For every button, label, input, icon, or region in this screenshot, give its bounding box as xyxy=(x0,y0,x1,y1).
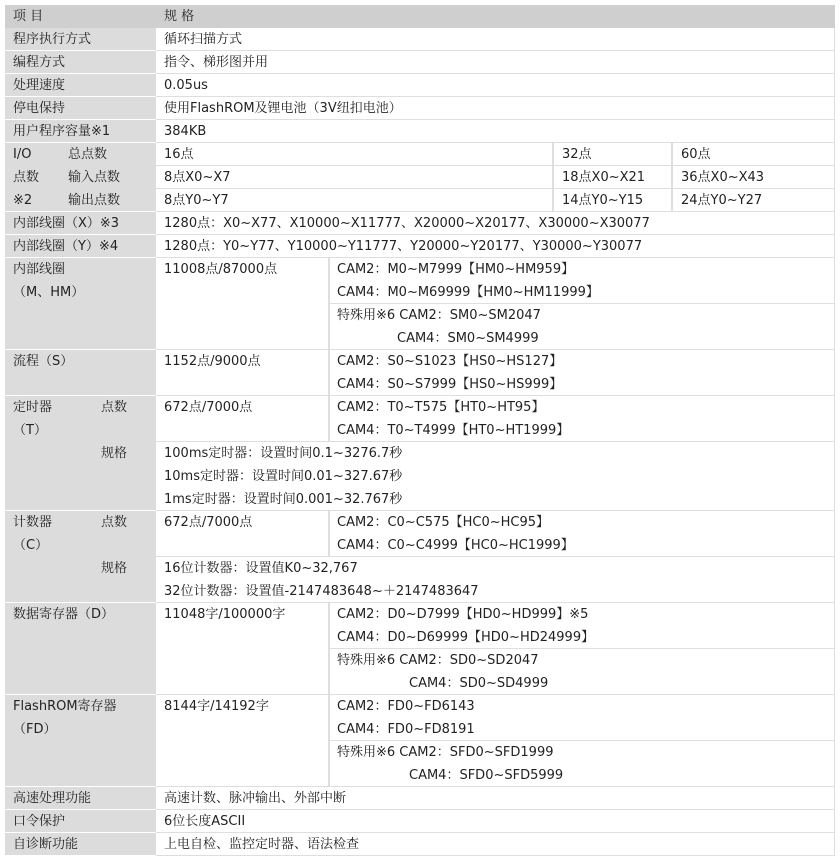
timer-spec-label: 规格 xyxy=(101,446,128,461)
coil-y-label: 内部线圈（Y）※4 xyxy=(5,235,156,258)
flashrom-label-sub: （FD） xyxy=(13,722,57,737)
flashrom-cam4: CAM4：FD0~FD8191 xyxy=(337,722,475,737)
coil-m-cam4: CAM4：M0~M69999【HM0~HM11999】 xyxy=(337,285,599,300)
speed-label: 处理速度 xyxy=(5,74,156,97)
user-capacity-label: 用户程序容量※1 xyxy=(5,120,156,143)
io-input-label: 输入点数 xyxy=(68,170,121,185)
diagnosis-label: 自诊断功能 xyxy=(5,833,156,856)
program-execution-label: 程序执行方式 xyxy=(5,28,156,51)
data-register-label: 数据寄存器（D） xyxy=(5,603,156,695)
flow-count: 1152点/9000点 xyxy=(156,350,329,396)
timer-cam2: CAM2：T0~T575【HT0~HT95】 xyxy=(337,400,545,415)
counter-cam2: CAM2：C0~C575【HC0~HC95】 xyxy=(337,515,549,530)
io-output-label: 输出点数 xyxy=(68,193,121,208)
io-output-16: 8点Y0~Y7 xyxy=(156,189,553,212)
data-register-count: 11048字/100000字 xyxy=(156,603,329,695)
counter-spec-16bit: 16位计数器：设置值K0~32,767 xyxy=(164,561,358,576)
programming-value: 指令、梯形图并用 xyxy=(156,51,835,74)
coil-m-special-cam4: CAM4：SM0~SM4999 xyxy=(397,331,539,346)
flow-cam4: CAM4：S0~S7999【HS0~HS999】 xyxy=(337,377,563,392)
timer-points-label: 点数 xyxy=(101,400,128,415)
password-label: 口令保护 xyxy=(5,810,156,833)
coil-m-label: 内部线圈 xyxy=(13,262,66,277)
io-output-60: 24点Y0~Y27 xyxy=(672,189,835,212)
password-value: 6位长度ASCII xyxy=(156,810,835,833)
data-register-special-cam2: 特殊用※6 CAM2：SD0~SD2047 xyxy=(337,653,539,668)
highspeed-label: 高速处理功能 xyxy=(5,787,156,810)
power-retention-value: 使用FlashROM及锂电池（3V纽扣电池） xyxy=(156,97,835,120)
counter-spec-32bit: 32位计数器：设置值-2147483648~＋2147483647 xyxy=(164,584,479,599)
io-input-32: 18点X0~X21 xyxy=(553,166,672,189)
io-input-16: 8点X0~X7 xyxy=(156,166,553,189)
io-output-32: 14点Y0~Y15 xyxy=(553,189,672,212)
coil-m-cam2: CAM2：M0~M7999【HM0~HM959】 xyxy=(337,262,575,277)
io-total-label: 总点数 xyxy=(68,147,108,162)
counter-label: 计数器 xyxy=(13,515,53,530)
speed-value: 0.05us xyxy=(156,74,835,97)
program-execution-value: 循环扫描方式 xyxy=(156,28,835,51)
timer-spec-100ms: 100ms定时器：设置时间0.1~3276.7秒 xyxy=(164,446,403,461)
io-label: I/O xyxy=(13,147,32,162)
data-register-cam4: CAM4：D0~D69999【HD0~HD24999】 xyxy=(337,630,595,645)
io-note-label: ※2 xyxy=(13,193,33,208)
io-input-60: 36点X0~X43 xyxy=(672,166,835,189)
io-total-32: 32点 xyxy=(553,143,672,166)
highspeed-value: 高速计数、脉冲输出、外部中断 xyxy=(156,787,835,810)
flashrom-label: FlashROM寄存器 xyxy=(13,699,117,714)
flashrom-cam2: CAM2：FD0~FD6143 xyxy=(337,699,475,714)
data-register-special-cam4: CAM4：SD0~SD4999 xyxy=(409,676,549,691)
counter-spec-label: 规格 xyxy=(101,561,128,576)
programming-label: 编程方式 xyxy=(5,51,156,74)
header-spec: 规 格 xyxy=(156,5,835,28)
coil-y-value: 1280点：Y0~Y77、Y10000~Y11777、Y20000~Y20177、Y30000~Y30077 xyxy=(156,235,835,258)
io-total-16: 16点 xyxy=(156,143,553,166)
flow-cam2: CAM2：S0~S1023【HS0~HS127】 xyxy=(337,354,563,369)
counter-cam4: CAM4：C0~C4999【HC0~HC1999】 xyxy=(337,538,574,553)
counter-count: 672点/7000点 xyxy=(156,511,329,557)
coil-x-label: 内部线圈（X）※3 xyxy=(5,212,156,235)
power-retention-label: 停电保持 xyxy=(5,97,156,120)
timer-spec-1ms: 1ms定时器：设置时间0.001~32.767秒 xyxy=(164,492,403,507)
io-points-label: 点数 xyxy=(13,170,40,185)
coil-m-special-cam2: 特殊用※6 CAM2：SM0~SM2047 xyxy=(337,308,541,323)
header-item: 项 目 xyxy=(5,5,156,28)
user-capacity-value: 384KB xyxy=(156,120,835,143)
io-total-60: 60点 xyxy=(672,143,835,166)
flashrom-count: 8144字/14192字 xyxy=(156,695,329,787)
data-register-cam2: CAM2：D0~D7999【HD0~HD999】※5 xyxy=(337,607,589,622)
coil-m-label-sub: （M、HM） xyxy=(13,285,85,300)
flow-label: 流程（S） xyxy=(5,350,156,396)
counter-points-label: 点数 xyxy=(101,515,128,530)
coil-m-count: 11008点/87000点 xyxy=(156,258,329,350)
spec-table xyxy=(5,5,835,860)
diagnosis-value: 上电自检、监控定时器、语法检查 xyxy=(156,833,835,856)
coil-x-value: 1280点：X0~X77、X10000~X11777、X20000~X20177、X30000~X30077 xyxy=(156,212,835,235)
timer-label: 定时器 xyxy=(13,400,53,415)
counter-label-sub: （C） xyxy=(13,538,49,553)
timer-label-sub: （T） xyxy=(13,423,47,438)
flashrom-special-cam2: 特殊用※6 CAM2：SFD0~SFD1999 xyxy=(337,745,554,760)
timer-spec-10ms: 10ms定时器：设置时间0.01~327.67秒 xyxy=(164,469,403,484)
flashrom-special-cam4: CAM4：SFD0~SFD5999 xyxy=(409,768,564,783)
timer-cam4: CAM4：T0~T4999【HT0~HT1999】 xyxy=(337,423,570,438)
timer-count: 672点/7000点 xyxy=(156,396,329,442)
